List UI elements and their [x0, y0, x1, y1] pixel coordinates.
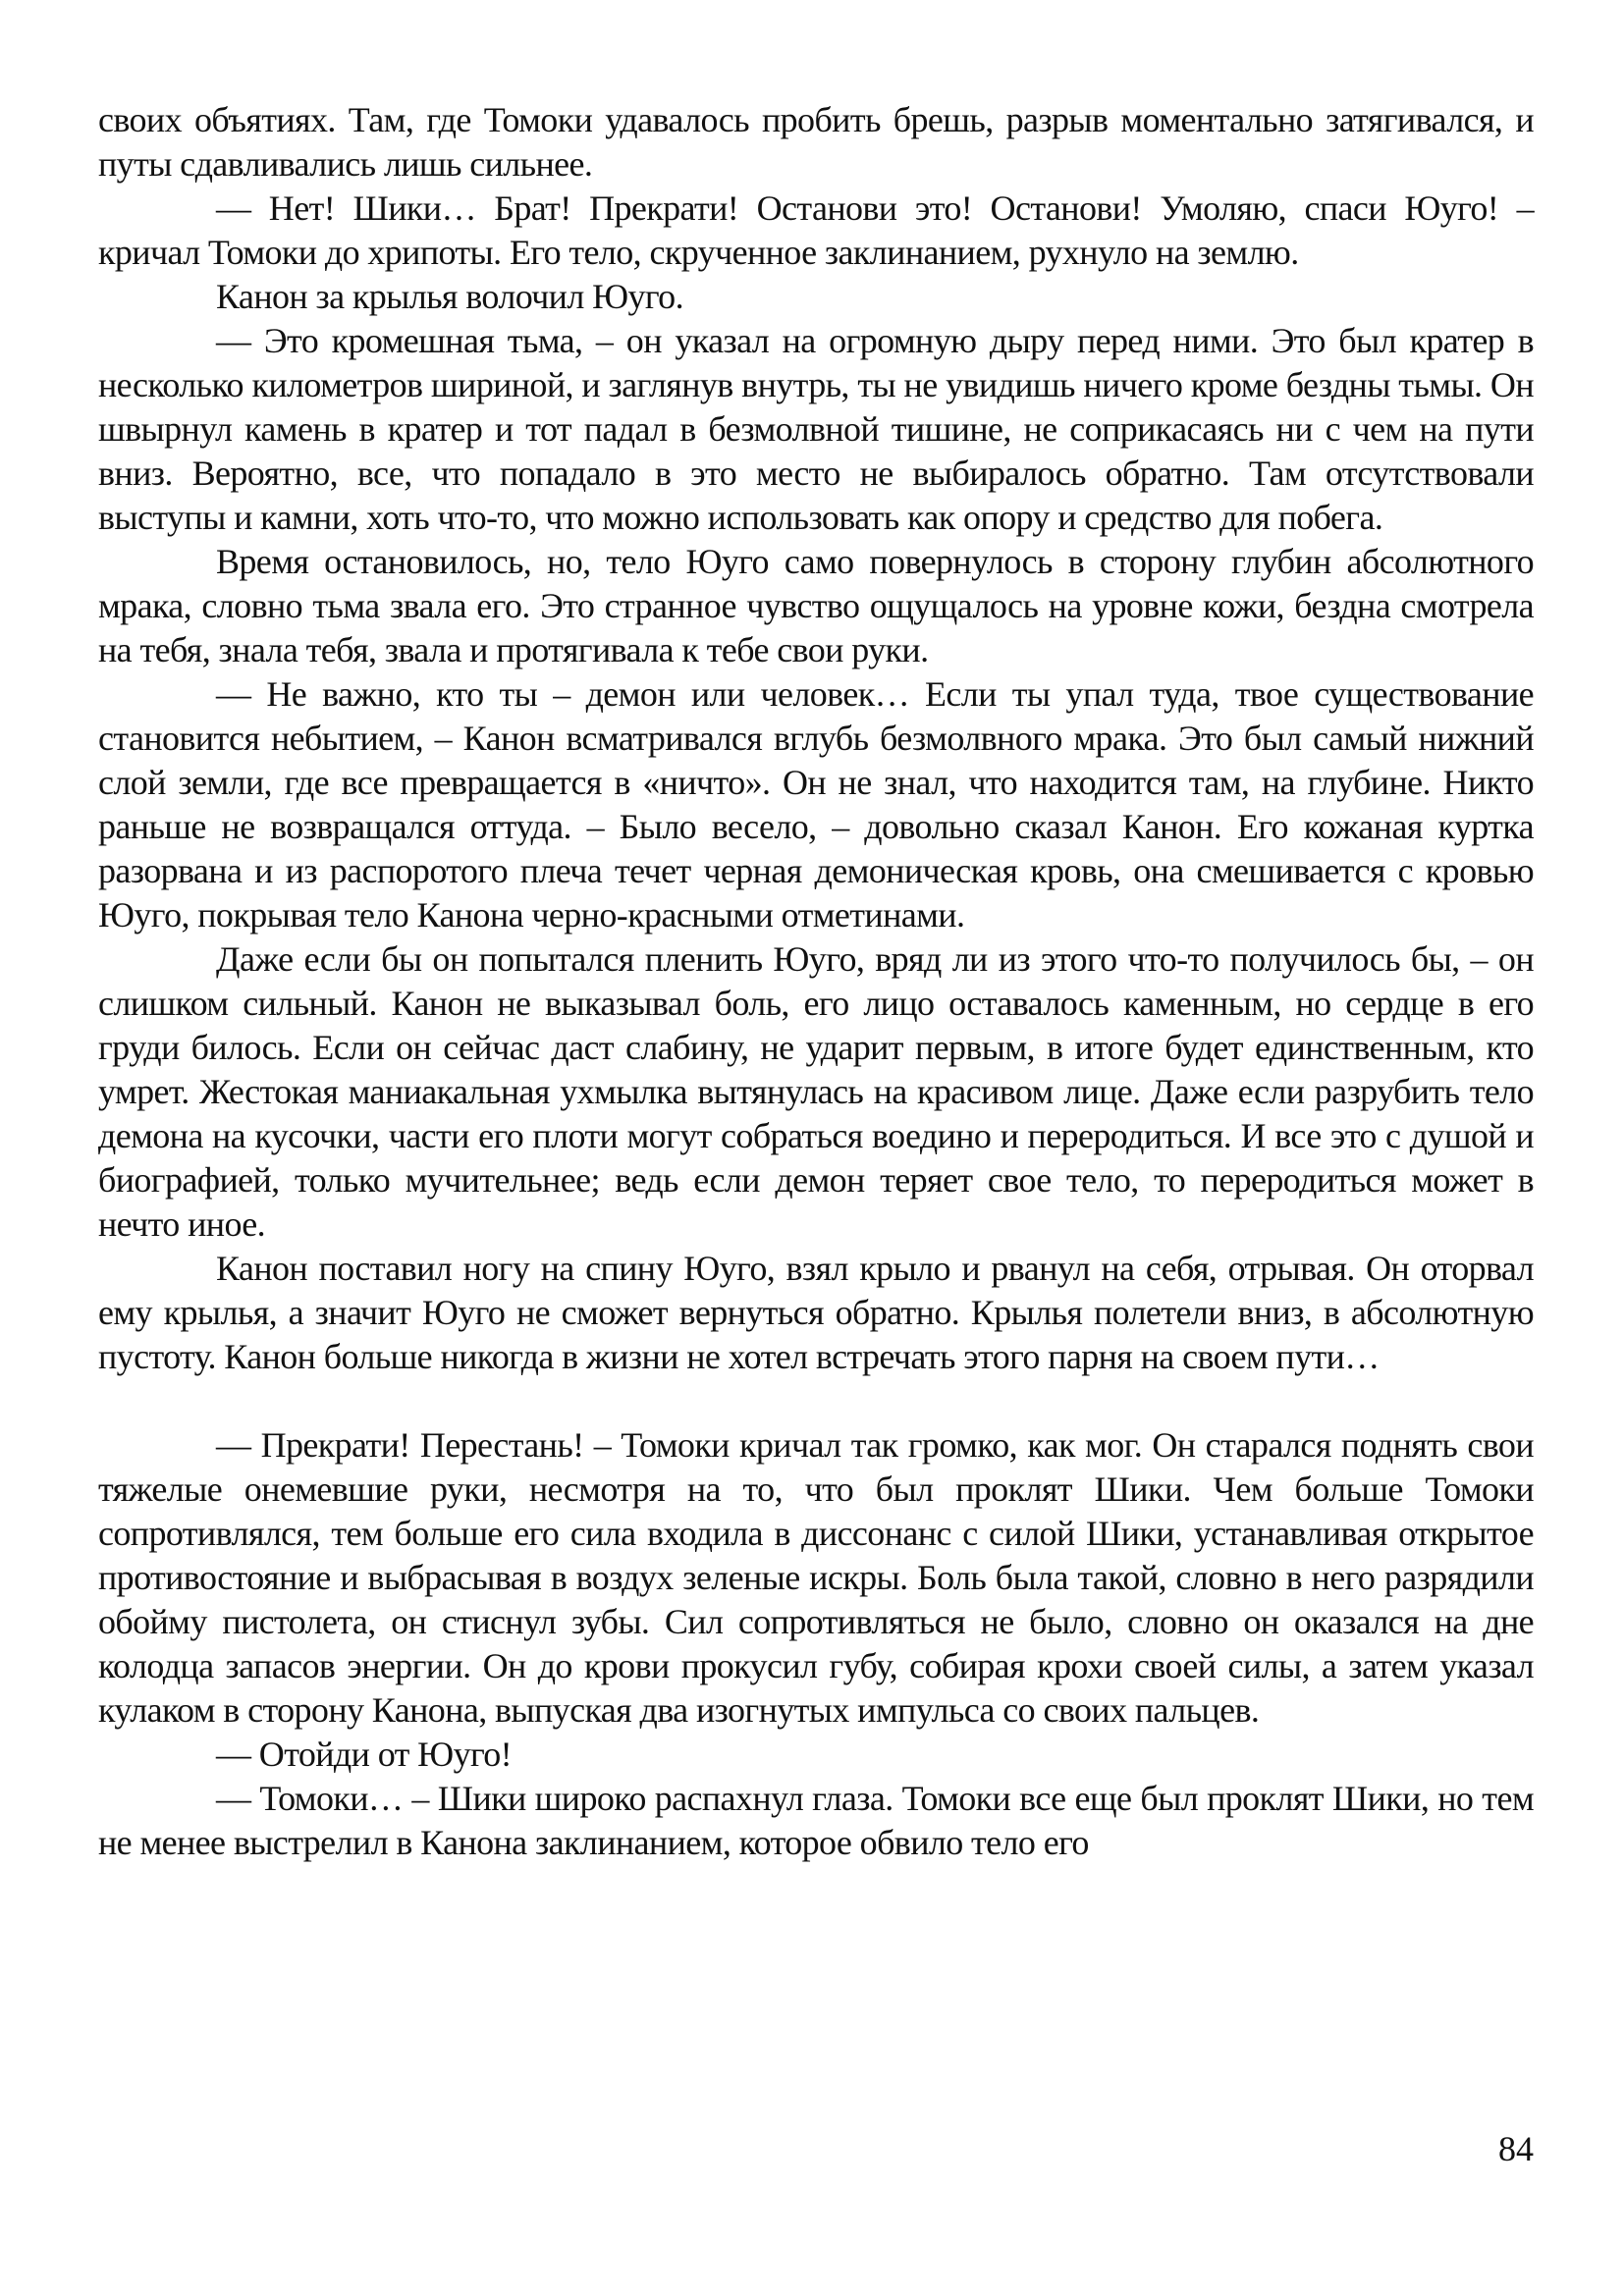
page-number: 84 [1498, 2129, 1534, 2168]
paragraph: — Нет! Шики… Брат! Прекрати! Останови это! Останови! Умоляю, спаси Юуго! – кричал Томоки до хрипоты. Его тело, скрученное заклинанием, рухнуло на землю. [98, 188, 1534, 272]
paragraph: Канон за крылья волочил Юуго. [216, 277, 683, 316]
paragraph: — Не важно, кто ты – демон или человек… Если ты упал туда, твое существование становится небытием, – Канон всматривался вглубь безмолвного мрака. Это был самый нижний слой земли, где все превращается в «ничто». Он не знал, что находится там, на глубине. Никто раньше не возвращался оттуда. – Было весело, – довольно сказал Канон. Его кожаная куртка разорвана и из распоротого плеча течет черная демоническая кровь, она смешивается с кровью Юуго, покрывая тело Канона черно-красными отметинами. [98, 674, 1534, 934]
paragraph: — Это кромешная тьма, – он указал на огромную дыру перед ними. Это был кратер в несколько километров шириной, и заглянув внутрь, ты не увидишь ничего кроме бездны тьмы. Он швырнул камень в кратер и тот падал в безмолвной тишине, не соприкасаясь ни с чем на пути вниз. Вероятно, все, что попадало в это место не выбиралось обратно. Там отсутствовали выступы и камни, хоть что-то, что можно использовать как опору и средство для побега. [98, 321, 1534, 537]
paragraph: своих объятиях. Там, где Томоки удавалось пробить брешь, разрыв моментально затягивался, и путы сдавливались лишь сильнее. [98, 100, 1534, 184]
page-body [98, 98, 1534, 1865]
paragraph: — Прекрати! Перестань! – Томоки кричал так громко, как мог. Он старался поднять свои тяжелые онемевшие руки, несмотря на то, что был проклят Шики. Чем больше Томоки сопротивлялся, тем больше его сила входила в диссонанс с силой Шики, устанавливая открытое противостояние и выбрасывая в воздух зеленые искры. Боль была такой, словно в него разрядили обойму пистолета, он стиснул зубы. Сил сопротивляться не было, словно он оказался на дне колодца запасов энергии. Он до крови прокусил губу, собирая крохи своей силы, а затем указал кулаком в сторону Канона, выпуская два изогнутых импульса со своих пальцев. [98, 1425, 1534, 1730]
paragraph: — Томоки… – Шики широко распахнул глаза. Томоки все еще был проклят Шики, но тем не менее выстрелил в Канона заклинанием, которое обвило тело его [98, 1779, 1534, 1862]
paragraph: Канон поставил ногу на спину Юуго, взял крыло и рванул на себя, отрывая. Он оторвал ему крылья, а значит Юуго не сможет вернуться обратно. Крылья полетели вниз, в абсолютную пустоту. Канон больше никогда в жизни не хотел встречать этого парня на своем пути… [98, 1249, 1534, 1376]
paragraph: — Отойди от Юуго! [216, 1735, 513, 1774]
paragraph: Время остановилось, но, тело Юуго само повернулось в сторону глубин абсолютного мрака, словно тьма звала его. Это странное чувство ощущалось на уровне кожи, бездна смотрела на тебя, знала тебя, звала и протягивала к тебе свои руки. [98, 542, 1534, 669]
paragraph: Даже если бы он попытался пленить Юуго, вряд ли из этого что-то получилось бы, – он слишком сильный. Канон не выказывал боль, его лицо оставалось каменным, но сердце в его груди билось. Если он сейчас даст слабину, не ударит первым, в итоге будет единственным, кто умрет. Жестокая маниакальная ухмылка вытянулась на красивом лице. Даже если разрубить тело демона на кусочки, части его плоти могут собраться воедино и переродиться. И все это с душой и биографией, только мучительнее; ведь если демон теряет свое тело, то переродиться может в нечто иное. [98, 939, 1534, 1244]
